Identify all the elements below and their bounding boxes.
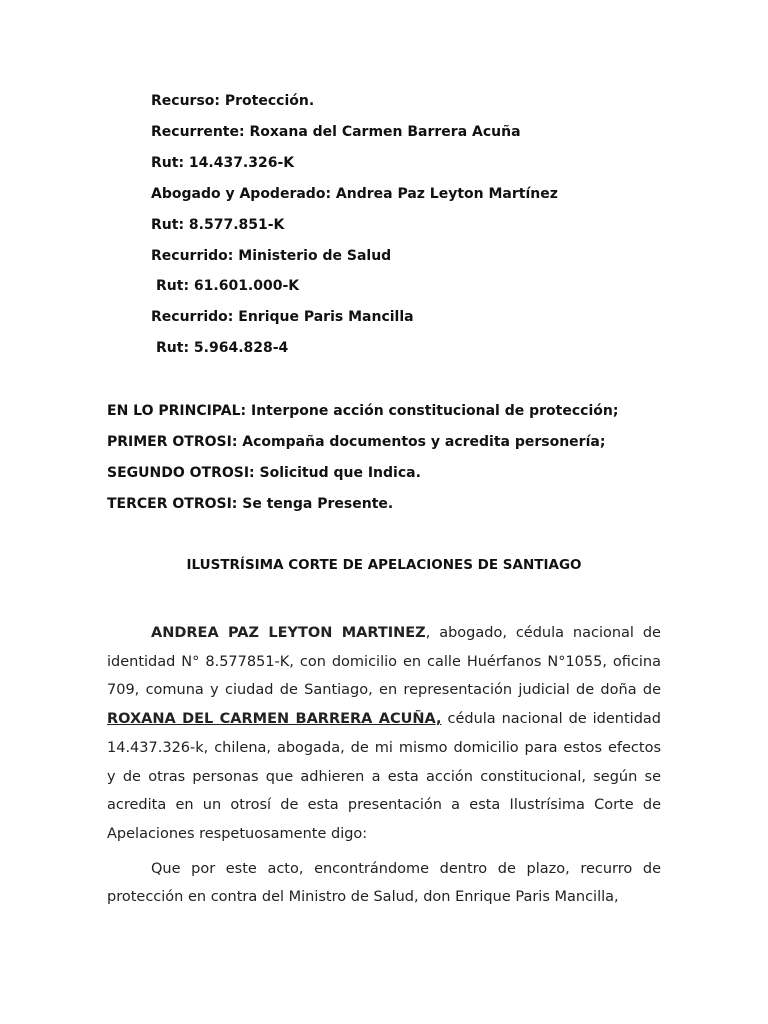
header-abogado: Abogado y Apoderado: Andrea Paz Leyton Martínez — [151, 186, 558, 202]
paragraph-petition: Que por este acto, encontrándome dentro de plazo, recurro de protección en contra del Ministro de Salud, don Enrique Paris Mancilla, — [107, 860, 661, 906]
court-title: ILUSTRÍSIMA CORTE DE APELACIONES DE SANTIAGO — [186, 557, 582, 573]
sumilla-tercer-otrosi: TERCER OTROSI: Se tenga Presente. — [107, 496, 394, 512]
lawyer-name: ANDREA PAZ LEYTON MARTINEZ — [151, 625, 426, 641]
paragraph-1-text-a: , abogado, cédula nacional de identidad N° 8.577851-K, con domicilio en calle Huérfanos N°1055, oficina 709, comuna y ciudad de Santiago, en representación judicial de doña de — [107, 625, 661, 699]
sumilla-primer-otrosi: PRIMER OTROSI: Acompaña documentos y acredita personería; — [107, 434, 606, 450]
header-recurrido-2: Recurrido: Enrique Paris Mancilla — [151, 309, 414, 325]
paragraph-presentation — [107, 619, 661, 849]
header-recurso: Recurso: Protección. — [151, 93, 315, 109]
header-rut-recurrido-2: Rut: 5.964.828-4 — [156, 340, 289, 356]
sumilla-principal: EN LO PRINCIPAL: Interpone acción constitucional de protección; — [107, 403, 619, 419]
header-recurrente: Recurrente: Roxana del Carmen Barrera Acuña — [151, 124, 521, 140]
header-recurrido-1: Recurrido: Ministerio de Salud — [151, 248, 392, 264]
header-rut-abogado: Rut: 8.577.851-K — [151, 217, 285, 233]
paragraph-1-text-b: cédula nacional de identidad 14.437.326-k, chilena, abogada, de mi mismo domicilio para estos efectos y de otras personas que adhieren a esta acción constitucional, según se acredita en un otrosí de esta presentación a esta Ilustrísima Corte de Apelaciones respetuosamente digo: — [107, 711, 661, 842]
client-name: ROXANA DEL CARMEN BARRERA ACUÑA, — [107, 711, 442, 728]
header-rut-recurrido-1: Rut: 61.601.000-K — [156, 278, 300, 294]
header-rut-recurrente: Rut: 14.437.326-K — [151, 155, 295, 171]
sumilla-segundo-otrosi: SEGUNDO OTROSI: Solicitud que Indica. — [107, 465, 421, 481]
body-text — [107, 619, 661, 912]
